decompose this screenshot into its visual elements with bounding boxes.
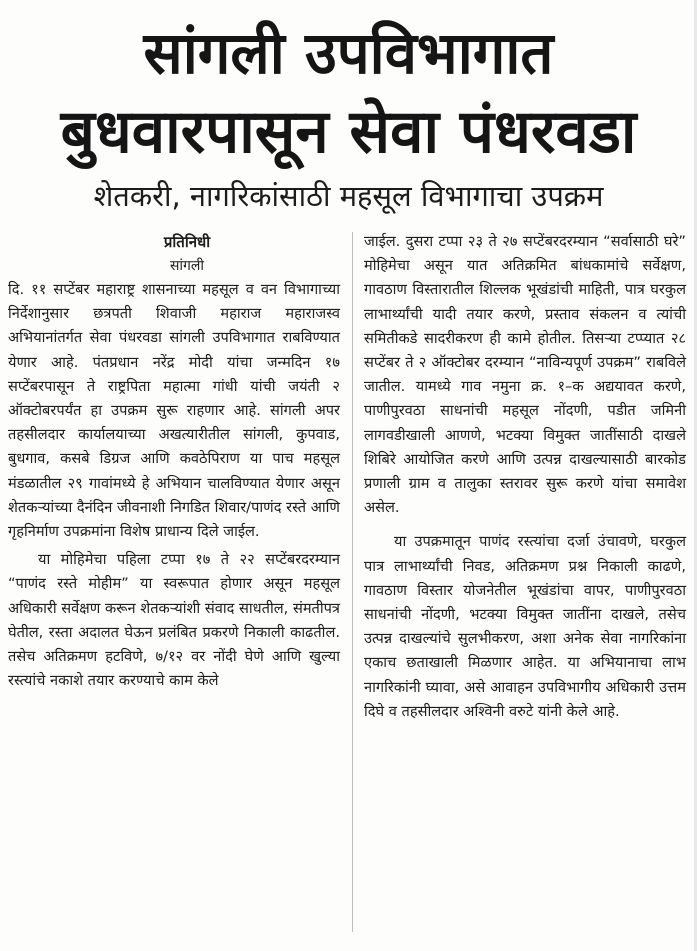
dateline: सांगली	[169, 258, 205, 274]
article-column-right	[364, 230, 686, 724]
paragraph: दि. ११ सप्टेंबर महाराष्ट्र शासनाच्या महसूल व वन विभागाच्या निर्देशानुसार छत्रपती शिवाजी महाराज महाराजस्व अभियानांतर्गत सेवा पंधरवडा सांगली उपविभागात राबविण्यात येणार आहे. पंतप्रधान नरेंद्र मोदी यांचा जन्मदिन १७ सप्टेंबरपासून ते राष्ट्रपिता महात्मा गांधी यांची जयंती २ ऑक्टोबरपर्यंत हा उपक्रम सुरू राहणार आहे. सांगली अपर तहसीलदार कार्यालयाच्या अखत्यारीतील सांगली, कुपवाड, बुधगाव, कसबे डिग्रज आणि कवठेपिराण या पाच महसूल मंडळातील २९ गावांमध्ये हे अभियान चालविण्यात येणार असून शेतकऱ्यांच्या दैनंदिन जीवनाशी निगडित शिवार/पाणंद रस्ते आणि गृहनिर्माण उपक्रमांना विशेष प्राधान्य दिले जाईल.	[8, 281, 340, 541]
article-column-left	[8, 230, 340, 693]
paragraph: या उपक्रमातून पाणंद रस्त्यांचा दर्जा उंचावणे, घरकुल पात्र लाभार्थ्यांची निवड, अतिक्रमण प्रश्न निकाली काढणे, गावठाण विस्तार योजनेतील भूखंडांचा वापर, पाणीपुरवठा साधनांची नोंदणी, भटक्या विमुक्त जातींना दाखले, तसेच उत्पन्न दाखल्यांचे सुलभीकरण, अशा अनेक सेवा नागरिकांना एकाच छताखाली मिळणार आहेत. या अभियानाचा लाभ नागरिकांनी घ्यावा, असे आवाहन उपविभागीय अधिकारी उत्तम दिघे व तहसीलदार अश्विनी वरुटे यांनी केले आहे.	[364, 533, 686, 720]
paragraph: जाईल. दुसरा टप्पा २३ ते २७ सप्टेंबरदरम्यान “सर्वासाठी घरे” मोहिमेचा असून यात अतिक्रमित बांधकामांचे सर्वेक्षण, गावठाण विस्तारातील शिल्लक भूखंडांची माहिती, पात्र घरकुल लाभार्थ्यांची यादी तयार करणे, प्रस्ताव संकलन व त्यांची समितीकडे सादरीकरण ही कामे होतील. तिसऱ्या टप्प्यात २८ सप्टेंबर ते २ ऑक्टोबर दरम्यान “नाविन्यपूर्ण उपक्रम” राबविले जातील. यामध्ये गाव नमुना क्र. १–क अद्ययावत करणे, पाणीपुरवठा साधनांची महसूल नोंदणी, पडीत जमिनी लागवडीखाली आणणे, भटक्या विमुक्त जातींसाठी दाखले शिबिरे आयोजित करणे आणि उत्पन्न दाखल्यासाठी बारकोड प्रणाली ग्राम व तालुका स्तरावर सुरू करणे यांचा समावेश असेल.	[364, 233, 686, 517]
headline-line-2: बुधवारपासून सेवा पंधरवडा	[60, 97, 637, 167]
byline: प्रतिनिधी	[163, 233, 211, 251]
subheadline: शेतकरी, नागरिकांसाठी महसूल विभागाचा उपक्रम	[93, 179, 604, 213]
headline-line-1: सांगली उपविभागात	[143, 19, 554, 87]
column-divider	[352, 232, 353, 932]
paragraph: या मोहिमेचा पहिला टप्पा १७ ते २२ सप्टेंबरदरम्यान “पाणंद रस्ते मोहीम” या स्वरूपात होणार असून महसूल अधिकारी सर्वेक्षण करून शेतकऱ्यांशी संवाद साधतील, संमतीपत्र घेतील, रस्ता अदालत घेऊन प्रलंबित प्रकरणे निकाली काढतील. तसेच अतिक्रमण हटविणे, ७/१२ वर नोंदी घेणे आणि खुल्या रस्त्यांचे नकाशे तयार करण्याचे काम केले	[8, 551, 340, 690]
